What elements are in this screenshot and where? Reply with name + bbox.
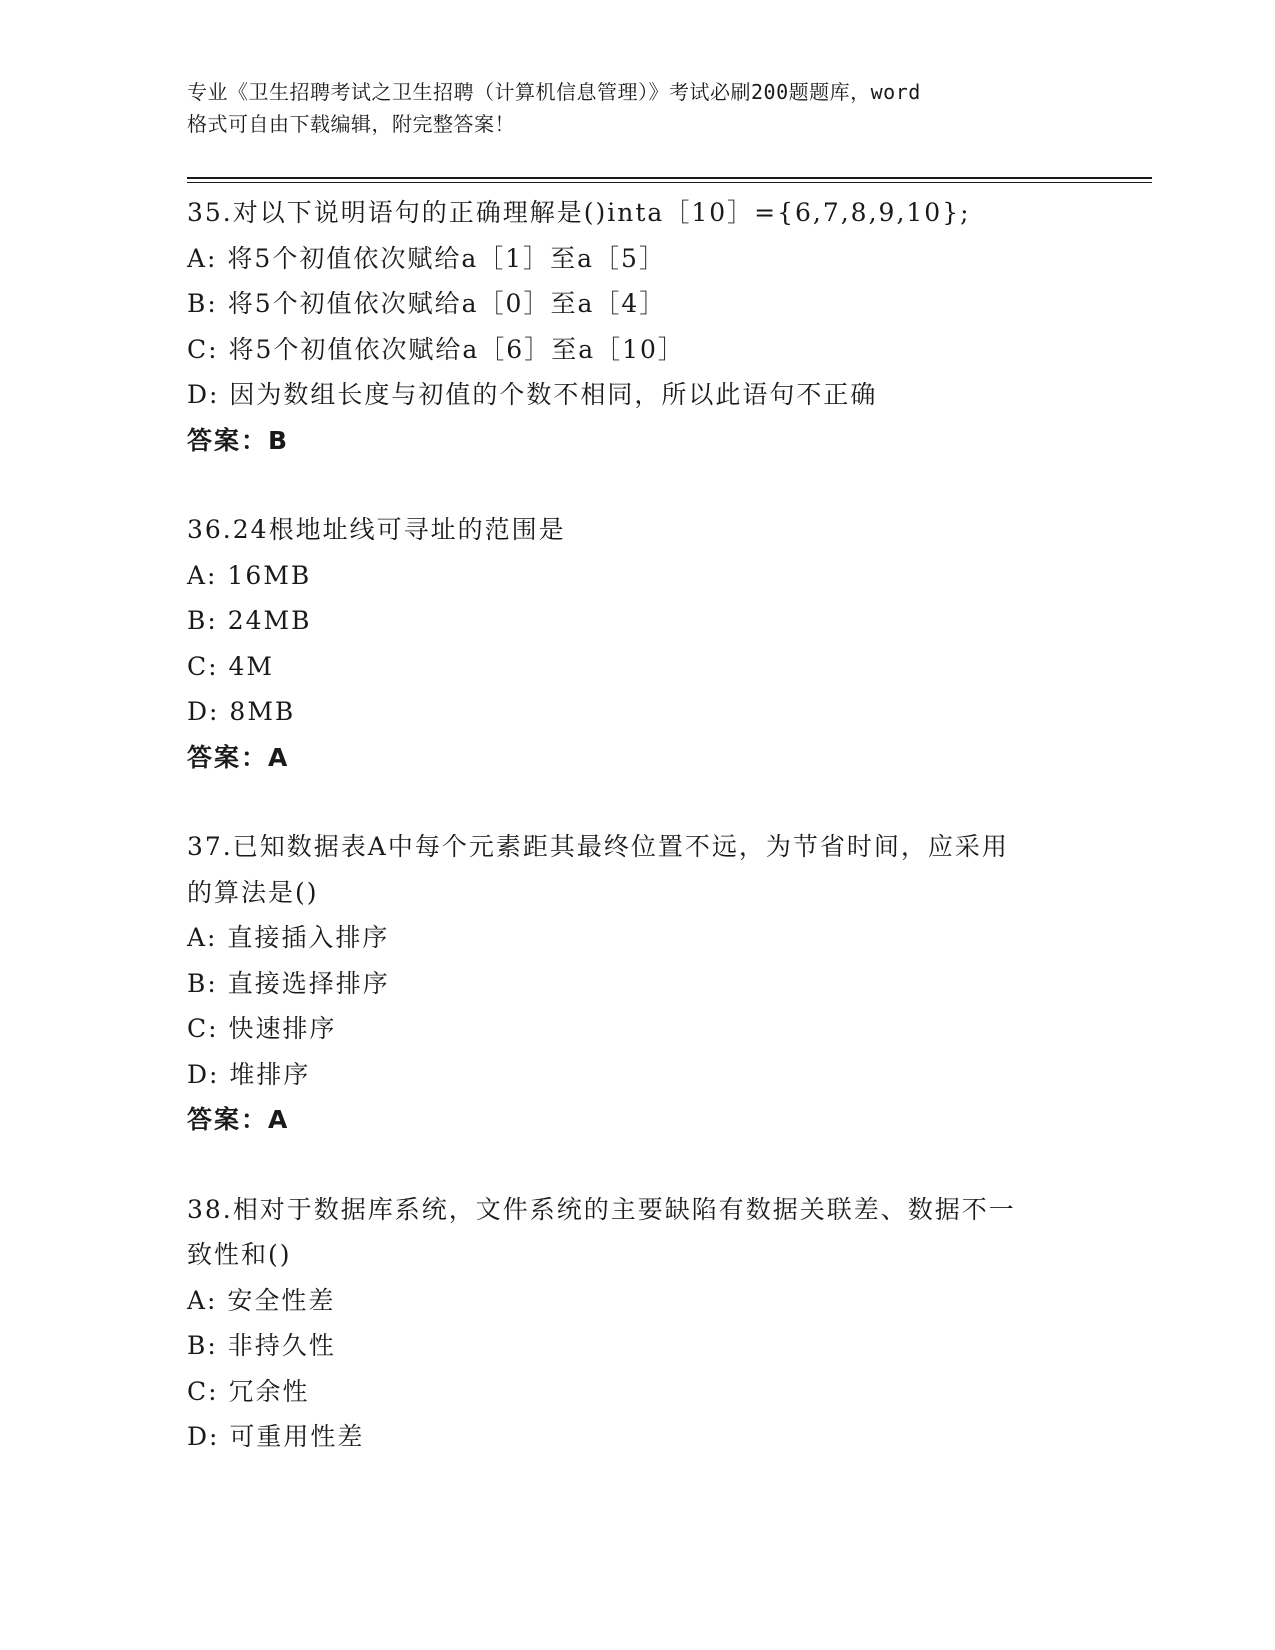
question-list — [187, 190, 1087, 1504]
answer-line — [187, 1097, 1087, 1143]
answer-line — [187, 735, 1087, 781]
answer-value: A — [268, 1105, 290, 1134]
option-a: A: 将5个初值依次赋给a［1］至a［5］ — [187, 243, 666, 273]
option-c: C: 快速排序 — [187, 1014, 337, 1043]
option-b: B: 直接选择排序 — [187, 968, 390, 998]
option-a: A: 安全性差 — [187, 1285, 336, 1315]
option-c: C: 4M — [187, 651, 275, 681]
answer-value: B — [268, 425, 290, 455]
question-37 — [187, 824, 1087, 1143]
option-b: B: 24MB — [187, 606, 312, 635]
option-a: A: 直接插入排序 — [187, 923, 390, 952]
answer-label: 答案： — [187, 742, 269, 772]
option-d: D: 可重用性差 — [187, 1422, 365, 1451]
option-b: B: 非持久性 — [187, 1331, 336, 1360]
option-c: C: 将5个初值依次赋给a［6］至a［10］ — [187, 334, 685, 364]
option-b: B: 将5个初值依次赋给a［0］至a［4］ — [187, 289, 667, 318]
option-a: A: 16MB — [187, 560, 312, 590]
header-line-1: 专业《卫生招聘考试之卫生招聘（计算机信息管理）》考试必刷200题题库，word — [187, 80, 921, 104]
header-rule-thick — [187, 177, 1152, 179]
question-stem-line-2: 的算法是() — [187, 877, 319, 907]
question-38 — [187, 1187, 1087, 1460]
question-stem: 35.对以下说明语句的正确理解是()inta［10］={6,7,8,9,10}; — [187, 198, 971, 227]
option-c: C: 冗余性 — [187, 1376, 310, 1406]
document-header — [187, 76, 1087, 140]
answer-label: 答案： — [187, 425, 269, 455]
answer-value: A — [268, 742, 290, 772]
option-d: D: 因为数组长度与初值的个数不相同，所以此语句不正确 — [187, 380, 878, 409]
question-stem-line-2: 致性和() — [187, 1240, 292, 1269]
question-stem: 36.24根地址线可寻址的范围是 — [187, 515, 566, 544]
question-stem-line-1: 37.已知数据表A中每个元素距其最终位置不远，为节省时间，应采用 — [187, 832, 1009, 861]
answer-line — [187, 418, 1087, 464]
option-d: D: 堆排序 — [187, 1059, 311, 1089]
option-d: D: 8MB — [187, 697, 296, 726]
header-line-2: 格式可自由下载编辑，附完整答案！ — [187, 112, 515, 136]
question-36 — [187, 507, 1087, 780]
question-stem-line-1: 38.相对于数据库系统，文件系统的主要缺陷有数据关联差、数据不一 — [187, 1194, 1016, 1224]
answer-label: 答案： — [187, 1105, 269, 1134]
question-35 — [187, 190, 1087, 463]
header-rule-thin — [187, 182, 1152, 183]
